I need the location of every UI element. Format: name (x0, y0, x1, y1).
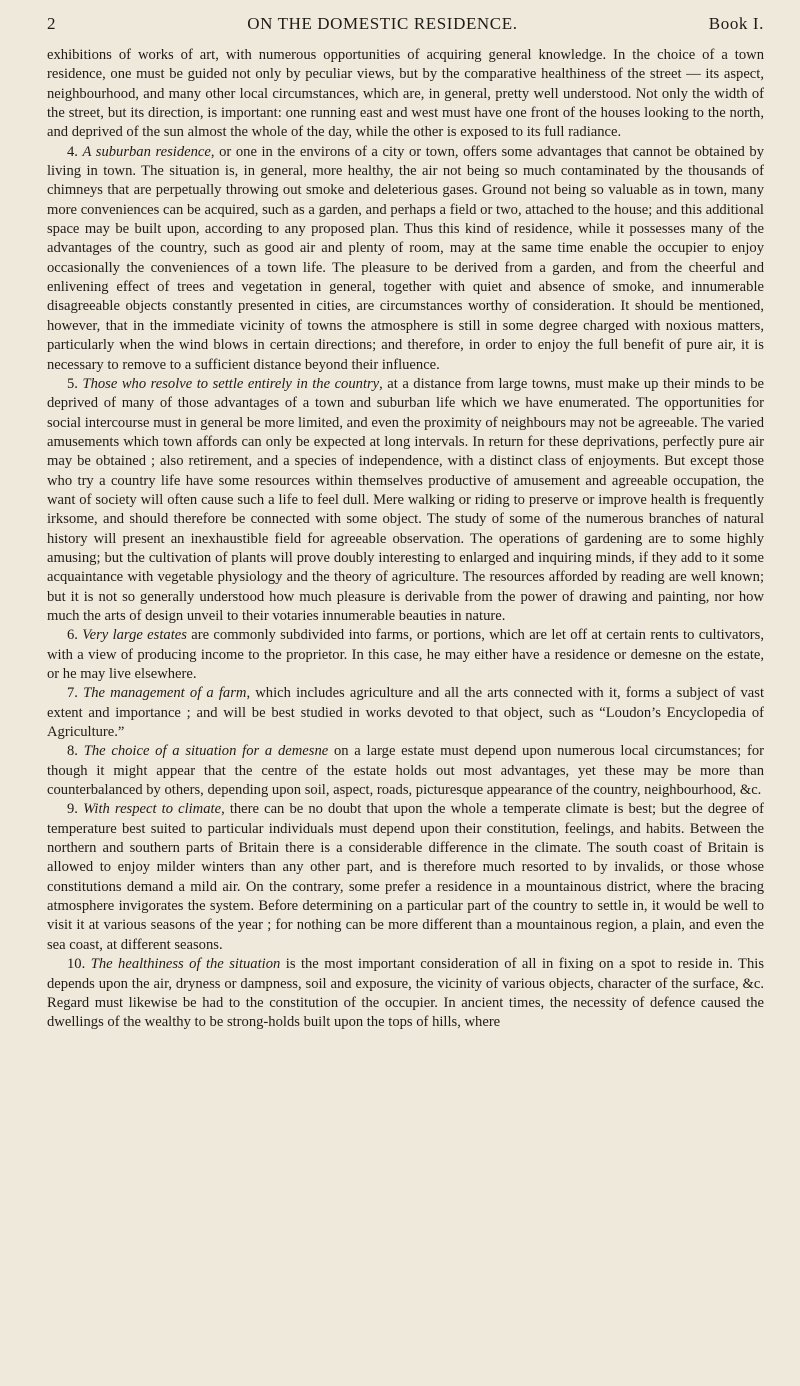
paragraph-heading: Those who resolve to settle entirely in the country (82, 375, 380, 392)
paragraph-5: 5. Those who resolve to settle entirely in the country, at a distance from large towns, must make up their minds to be deprived of many of those advantages of a town and suburban life which we have enumerated. The opportunities for social intercourse must in general be more limited, and even the proximity of neighbours may not be agreeable. The varied amusements which town affords can only be expected at long intervals. In return for these deprivations, perfectly pure air may be obtained ; also retirement, and a species of independence, with a distinct class of enjoyments. But except those who try a country life have some resources within themselves productive of amusement and agreeable occupation, the want of society will often cause such a life to feel dull. Mere walking or riding to preserve or improve health is frequently irksome, and should therefore be connected with some object. The study of some of the numerous branches of natural history will present an inexhaustible field for agreeable observation. The operations of gardening are to some highly amusing; but the cultivation of plants will prove doubly interesting to enlarged and inquiring minds, if they add to it some acquaintance with vegetable physiology and the theory of agriculture. The resources afforded by reading are well known; but it is not so generally understood how much pleasure is derivable from the power of drawing and painting, nor how much the arts of design unveil to their votaries innumerable beauties in nature. (47, 375, 764, 624)
paragraph-10: 10. The healthiness of the situation is the most important consideration of all in fixing on a spot to reside in. This depends upon the air, dryness or dampness, soil and exposure, the vicinity of various objects, character of the surface, &c. Regard must likewise be had to the constitution of the occupier. In ancient times, the necessity of defence caused the dwellings of the wealthy to be strong-holds built upon the tops of hills, where (47, 956, 765, 1031)
page-number: 2 (47, 14, 57, 33)
running-title: ON THE DOMESTIC RESIDENCE. (247, 14, 518, 33)
body-text (47, 46, 764, 1033)
paragraph-9: 9. With respect to climate, there can be no doubt that upon the whole a temperate climate is best; but the degree of temperature best suited to particular individuals must depend upon their constitution, feelings, and habits. Between the northern and southern parts of Britain there is a considerable difference in the climate. The south coast of Britain is allowed to enjoy milder winters than any other part, and is therefore much resorted to by invalids, or those whose constitutions demand a mild air. On the contrary, some prefer a residence in a mountainous district, where the bracing atmosphere invigorates the system. Before determining on a particular part of the country to settle in, it would be well to visit it at various seasons of the year ; for nothing can be more different than a mountainous region, a plain, and even the sea coast, at different seasons. (47, 801, 765, 953)
paragraph-7: 7. The management of a farm, which includes agriculture and all the arts connected with it, forms a subject of vast extent and importance ; and will be best studied in works devoted to that object, such as “Loudon’s Encyclopedia of Agriculture.” (47, 685, 764, 741)
paragraph-continuation: exhibitions of works of art, with numerous opportunities of acquiring general knowledge. In the choice of a town residence, one must be guided not only by peculiar views, but by the comparative healthiness of the street — its aspect, neighbourhood, and many other local circumstances, which are, in general, pretty well understood. Not only the width of the street, but its direction, is important: one running east and west must have one front of the houses looking to the north, and deprived of the sun almost the whole of the day, while the other is exposed to its full radiance. (47, 47, 764, 141)
paragraph-heading: The healthiness of the situation (90, 956, 281, 973)
book-label: Book I. (708, 14, 764, 33)
running-header (47, 12, 764, 36)
paragraph-6: 6. Very large estates are commonly subdivided into farms, or portions, which are let off at certain rents to cultivators, with a view of producing income to the proprietor. In this case, he may either have a residence or demesne on the estate, or he may live elsewhere. (47, 627, 764, 682)
paragraph-heading: With respect to climate (83, 801, 222, 818)
paragraph-4: 4. A suburban residence, or one in the environs of a city or town, offers some advantages that cannot be obtained by living in town. The situation is, in general, more healthy, the air not being so much contaminated by the thousands of chimneys that are perpetually throwing out smoke and deleterious gases. Ground not being so valuable as in town, many more conveniences can be acquired, such as a garden, and perhaps a field or two, attached to the house; and this additional space may be built upon, according to any proposed plan. Thus this kind of residence, while it possesses many of the advantages of the country, such as good air and plenty of room, may at the same time enable the occupier to enjoy occasionally the conveniences of a town life. The pleasure to be derived from a garden, and from the cheerful and enlivening effect of trees and vegetation in general, together with quiet and absence of smoke, and innumerable disagreeable objects constantly presented in cities, are circumstances worthy of consideration. It should be mentioned, however, that in the immediate vicinity of towns the atmosphere is still in some degree charged with noxious matters, particularly when the wind blows in certain directions; and therefore, in order to enjoy the full benefit of pure air, it is necessary to remove to a sufficient distance beyond their influence. (47, 143, 765, 373)
paragraph-8: 8. The choice of a situation for a demesne on a large estate must depend upon numerous local circumstances; for though it might appear that the centre of the estate holds out most advantages, yet these may be more than counterbalanced by others, depending upon soil, aspect, roads, picturesque appearance of the country, neighbourhood, &c. (47, 743, 764, 799)
paragraph-heading: The management of a farm (83, 685, 247, 702)
paragraph-heading: A suburban residence (82, 143, 211, 160)
paragraph-heading: The choice of a situation for a demesne (83, 743, 329, 760)
paragraph-heading: Very large estates (82, 627, 187, 644)
